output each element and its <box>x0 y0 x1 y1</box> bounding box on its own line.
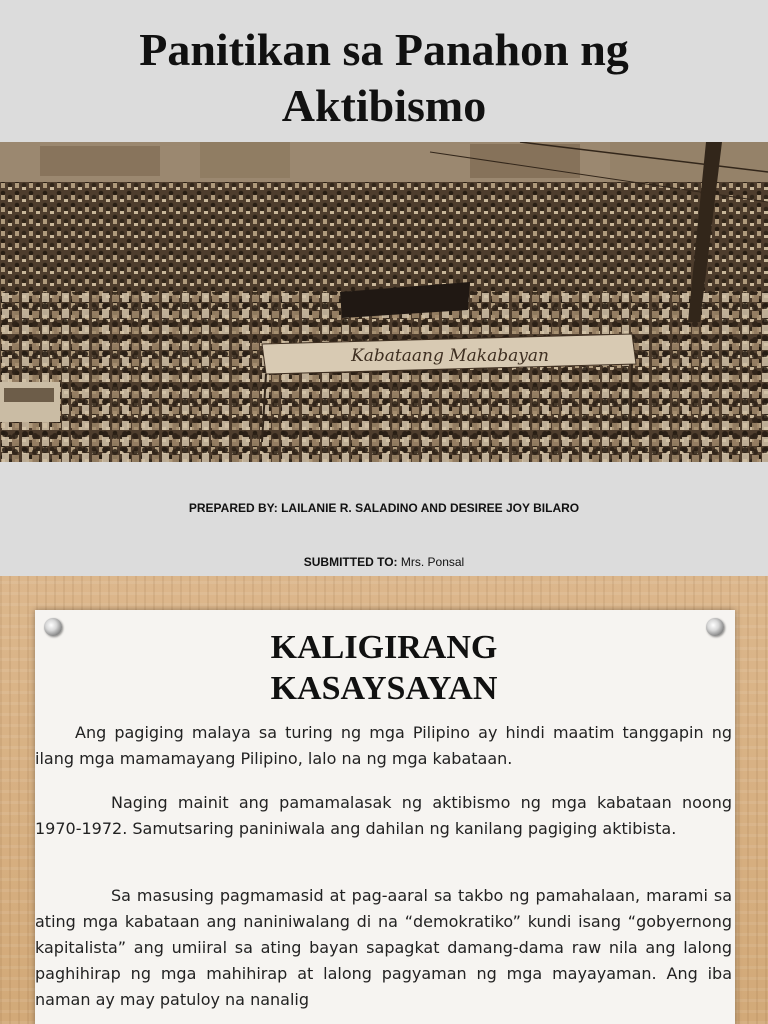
section-heading-line-1: KALIGIRANG <box>270 629 498 666</box>
submitted-to <box>0 555 768 569</box>
background-slide <box>0 576 768 1024</box>
banner-text: Kabataang Makabayan <box>351 346 549 366</box>
paragraph-3: Sa masusing pagmamasid at pag-aaral sa takbo ng pamahalaan, marami sa ating mga kabataan ang naniniwalang di na “demokratiko” kundi isang “gobyernong kapitalista” ang umiiral sa ating bayan sapagkat damang-dama raw nila ang lalong paghihirap ng mga mahihirap at lalong pagyaman ng mga mayayaman. Ang iba naman ay may patuloy na nanalig <box>35 886 732 1009</box>
section-heading <box>0 627 768 709</box>
slide-title-line-2: Aktibismo <box>281 80 487 131</box>
protest-crowd-image <box>0 142 768 462</box>
submitted-to-label: SUBMITTED TO: <box>303 555 398 569</box>
prepared-by: PREPARED BY: LAILANIE R. SALADINO AND DESIREE JOY BILARO <box>188 501 580 515</box>
slide-title <box>0 22 768 134</box>
slide-title-line-1: Panitikan sa Panahon ng <box>139 24 629 75</box>
section-heading-line-2: KASAYSAYAN <box>270 670 498 707</box>
submitted-to-value: Mrs. Ponsal <box>400 555 465 569</box>
protest-photo <box>0 142 768 462</box>
paragraph-1: Ang pagiging malaya sa turing ng mga Pilipino ay hindi maatim tanggapin ng ilang mga mamamayang Pilipino, lalo na ng mga kabataan. <box>35 723 732 768</box>
paragraph-2: Naging mainit ang pamamalasak ng aktibismo ng mga kabataan noong 1970-1972. Samutsaring paniniwala ang dahilan ng kanilang pagiging aktibista. <box>35 793 732 838</box>
